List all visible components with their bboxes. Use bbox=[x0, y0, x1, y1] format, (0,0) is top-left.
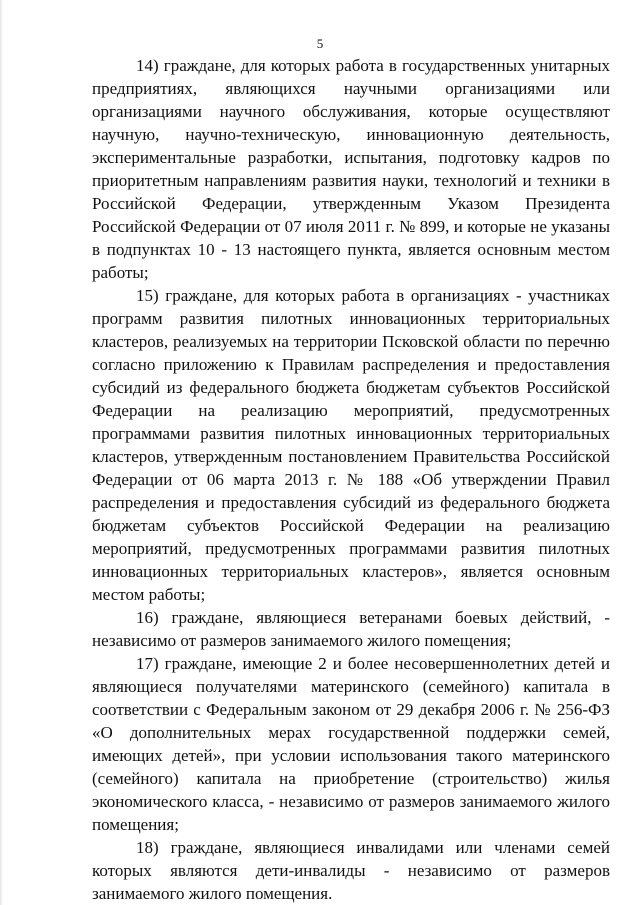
paragraph-item-18: 18) граждане, являющиеся инвалидами или членами семей которых являются дети-инвалиды - независимо от размеров занимаемого жилого помещения. bbox=[92, 838, 610, 903]
paragraph-item-17: 17) граждане, имеющие 2 и более несовершеннолетних детей и являющиеся получателями материнского (семейного) капитала в соответствии с Федеральным законом от 29 декабря 2006 г. № 256-ФЗ «О дополнительных мерах государственной поддержки семей, имеющих детей», при условии использования такого материнского (семейного) капитала на приобретение (строительство) жилья экономического класса, - независимо от размеров занимаемого жилого помещения; bbox=[92, 654, 610, 834]
page-number: 5 bbox=[316, 36, 324, 51]
paragraph-item-14: 14) граждане, для которых работа в государственных унитарных предприятиях, являющихся научными организациями или организациями научного обслуживания, которые осуществляют научную, научно-техническую, инновационную деятельность, экспериментальные разработки, испытания, подготовку кадров по приоритетным направлениям развития науки, технологий и техники в Российской Федерации, утвержденным Указом Президента Российской Федерации от 07 июля 2011 г. № 899, и которые не указаны в подпунктах 10 - 13 настоящего пункта, является основным местом работы; bbox=[92, 56, 610, 282]
paragraph-item-16: 16) граждане, являющиеся ветеранами боевых действий, - независимо от размеров занимаемого жилого помещения; bbox=[92, 608, 610, 650]
document-body bbox=[92, 54, 610, 905]
scan-edge-shadow bbox=[0, 0, 3, 905]
paragraph-item-15: 15) граждане, для которых работа в организациях - участниках программ развития пилотных инновационных территориальных кластеров, реализуемых на территории Псковской области по перечню согласно приложению к Правилам распределения и предоставления субсидий из федерального бюджета бюджетам субъектов Российской Федерации на реализацию мероприятий, предусмотренных программами развития пилотных инновационных территориальных кластеров, утвержденным постановлением Правительства Российской Федерации от 06 марта 2013 г. № 188 «Об утверждении Правил распределения и предоставления субсидий из федерального бюджета бюджетам субъектов Российской Федерации на реализацию мероприятий, предусмотренных программами развития пилотных инновационных территориальных кластеров», является основным местом работы; bbox=[92, 286, 610, 604]
